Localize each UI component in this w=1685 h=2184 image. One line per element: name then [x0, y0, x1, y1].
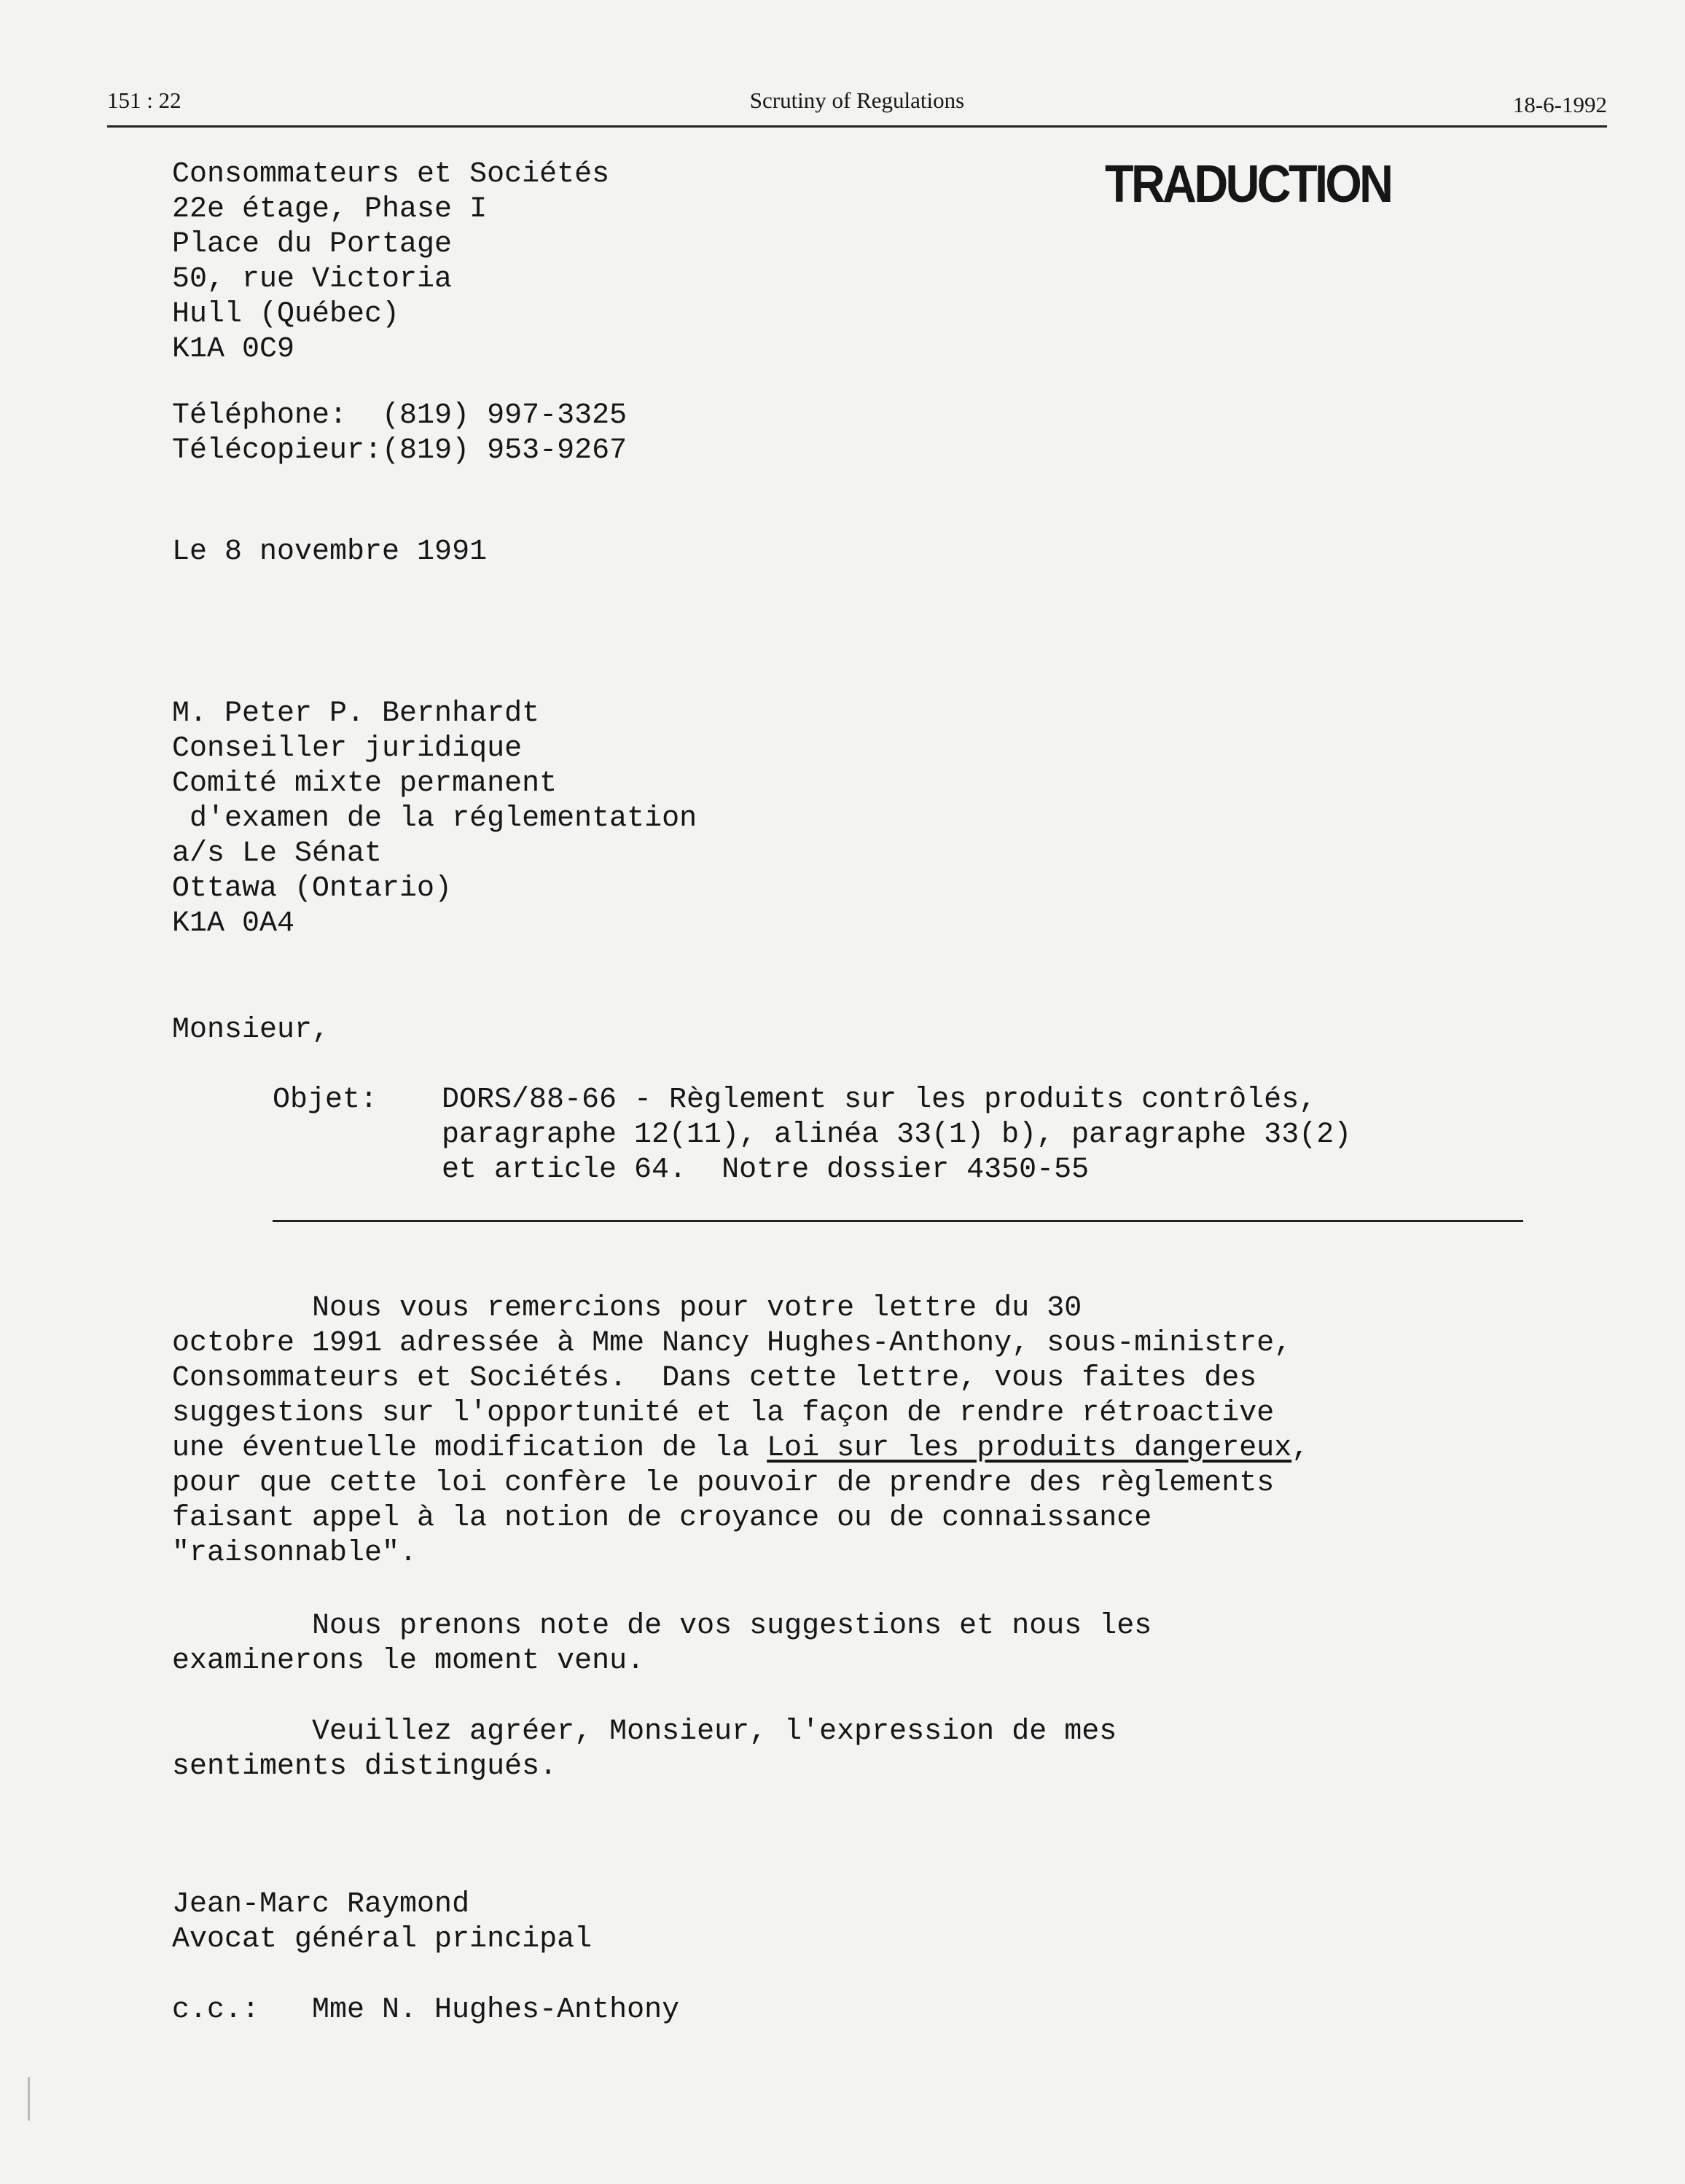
- translation-stamp: TRADUCTION: [1105, 155, 1391, 214]
- text-line: faisant appel à la notion de croyance ou de connaissance: [172, 1502, 1152, 1535]
- subject-label: Objet:: [273, 1084, 378, 1116]
- recipient-line: Conseiller juridique: [172, 732, 523, 765]
- letter-date: Le 8 novembre 1991: [172, 536, 488, 568]
- text-line: octobre 1991 adressée à Mme Nancy Hughes-Anthony, sous-ministre,: [172, 1327, 1292, 1360]
- subject-text: [442, 1083, 1351, 1188]
- paragraph-1: [172, 1291, 1309, 1571]
- sender-line: Hull (Québec): [172, 298, 400, 331]
- sender-line: K1A 0C9: [172, 333, 295, 366]
- sender-address: [172, 157, 609, 367]
- recipient-line: Ottawa (Ontario): [172, 872, 453, 905]
- text-line: Nous prenons note de vos suggestions et nous les: [172, 1610, 1152, 1643]
- recipient-address: [172, 697, 697, 942]
- paragraph-3: [172, 1715, 1117, 1785]
- salutation: Monsieur,: [172, 1014, 330, 1046]
- text-line: sentiments distingués.: [172, 1750, 558, 1783]
- sender-line: Consommateurs et Sociétés: [172, 158, 610, 191]
- text-line: Consommateurs et Sociétés. Dans cette lettre, vous faites des: [172, 1362, 1257, 1395]
- text-segment: une éventuelle modification de la: [172, 1432, 767, 1465]
- publication-title: Scrutiny of Regulations: [749, 87, 965, 113]
- cc-name: Mme N. Hughes-Anthony: [312, 1994, 680, 2027]
- paragraph-2: [172, 1609, 1152, 1679]
- phone: Téléphone: (819) 997-3325: [172, 399, 628, 432]
- text-line: "raisonnable".: [172, 1537, 418, 1570]
- text-line: Nous vous remercions pour votre lettre du 30: [172, 1292, 1082, 1325]
- recipient-line: K1A 0A4: [172, 907, 295, 940]
- sender-line: Place du Portage: [172, 228, 453, 261]
- subject-line: DORS/88-66 - Règlement sur les produits contrôlés,: [442, 1084, 1317, 1116]
- page-number: 151 : 22: [107, 87, 181, 113]
- recipient-line: M. Peter P. Bernhardt: [172, 697, 540, 730]
- sender-line: 22e étage, Phase I: [172, 193, 488, 226]
- text-line: suggestions sur l'opportunité et la façon de rendre rétroactive: [172, 1397, 1275, 1430]
- header-date: 18-6-1992: [1512, 92, 1607, 117]
- signature-block: [172, 1887, 592, 1957]
- text-line: Veuillez agréer, Monsieur, l'expression de mes: [172, 1715, 1117, 1748]
- cc-label: c.c.:: [172, 1994, 260, 2027]
- signer-name: Jean-Marc Raymond: [172, 1888, 470, 1921]
- subject-underline: [273, 1220, 1523, 1222]
- subject-line: paragraphe 12(11), alinéa 33(1) b), paragraphe 33(2): [442, 1119, 1352, 1151]
- text-line: [172, 1431, 1309, 1466]
- signer-title: Avocat général principal: [172, 1923, 593, 1956]
- running-header: [107, 87, 1607, 128]
- sender-contact: [172, 399, 627, 469]
- text-line: examinerons le moment venu.: [172, 1645, 645, 1678]
- law-title: Loi sur les produits dangereux: [767, 1432, 1292, 1465]
- fax: Télécopieur:(819) 953-9267: [172, 434, 628, 467]
- subject-line: et article 64. Notre dossier 4350-55: [442, 1154, 1090, 1186]
- margin-mark: [28, 2077, 30, 2121]
- text-segment: ,: [1291, 1432, 1310, 1465]
- recipient-line: a/s Le Sénat: [172, 837, 383, 870]
- sender-line: 50, rue Victoria: [172, 263, 453, 296]
- text-line: pour que cette loi confère le pouvoir de prendre des règlements: [172, 1467, 1275, 1500]
- recipient-line: d'examen de la réglementation: [172, 802, 697, 835]
- recipient-line: Comité mixte permanent: [172, 767, 558, 800]
